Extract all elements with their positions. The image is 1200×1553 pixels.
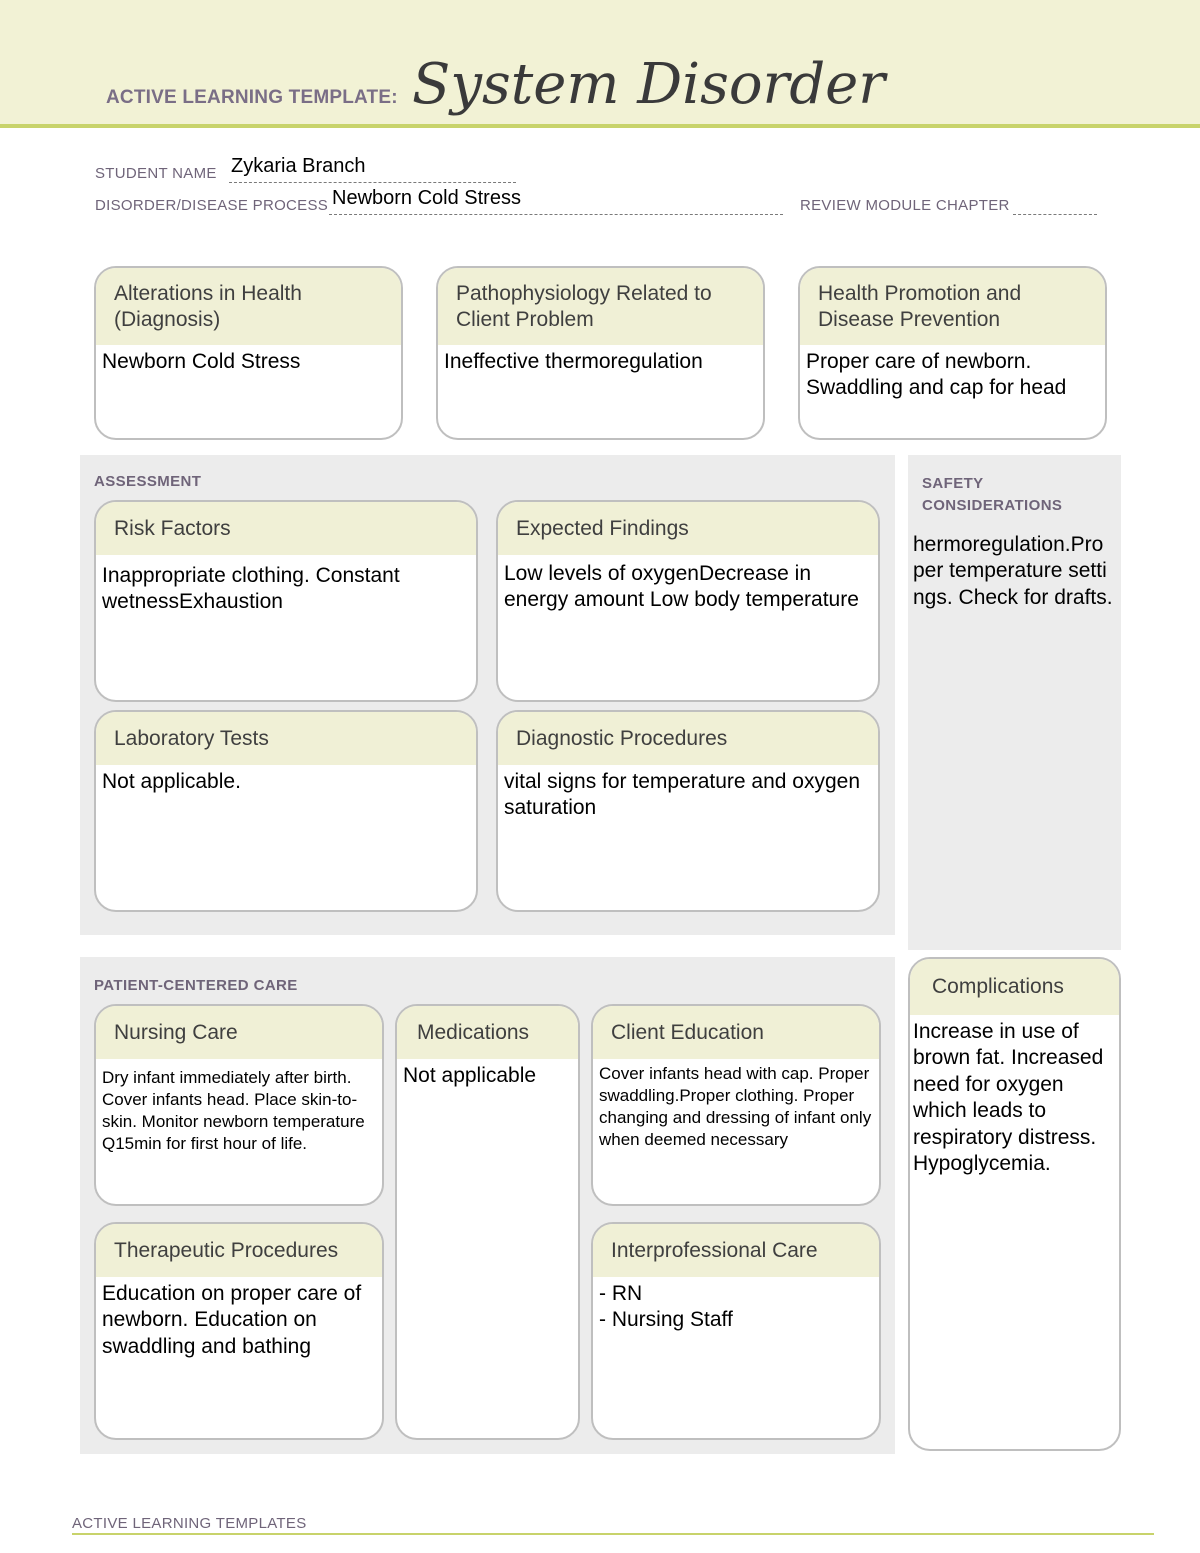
footer-rule — [72, 1533, 1154, 1535]
page-title: System Disorder — [412, 52, 886, 117]
laboratory-tests-title: Laboratory Tests — [96, 712, 476, 765]
client-education-card — [591, 1004, 881, 1206]
diagnostic-procedures-title: Diagnostic Procedures — [498, 712, 878, 765]
pathophysiology-card — [436, 266, 765, 440]
client-education-title: Client Education — [593, 1006, 879, 1059]
risk-factors-body[interactable]: Inappropriate clothing. Constant wetnessExhaustion — [102, 564, 400, 614]
diagnostic-procedures-card — [496, 710, 880, 912]
alterations-card — [94, 266, 403, 440]
therapeutic-procedures-title: Therapeutic Procedures — [96, 1224, 382, 1277]
interprofessional-care-title: Interprofessional Care — [593, 1224, 879, 1277]
patient-centered-care-title: PATIENT-CENTERED CARE — [94, 977, 298, 994]
health-promotion-card — [798, 266, 1107, 440]
safety-section — [908, 455, 1121, 950]
health-promotion-body[interactable]: Proper care of newborn. Swaddling and cap for head — [806, 350, 1067, 400]
nursing-care-body[interactable]: Dry infant immediately after birth. Cover infants head. Place skin-to-skin. Monitor newborn temperature Q15min for first hour of life. — [102, 1068, 365, 1154]
interprofessional-care-line: - Nursing Staff — [599, 1308, 733, 1332]
medications-card — [395, 1004, 580, 1440]
student-name-label: STUDENT NAME — [95, 165, 217, 182]
nursing-care-title: Nursing Care — [96, 1006, 382, 1059]
pathophysiology-title: Pathophysiology Related to Client Problem — [438, 268, 763, 345]
risk-factors-card — [94, 500, 478, 702]
expected-findings-body[interactable]: Low levels of oxygenDecrease in energy amount Low body temperature — [504, 562, 859, 612]
client-education-body[interactable]: Cover infants head with cap. Proper swaddling.Proper clothing. Proper changing and dressing of infant only when deemed necessary — [599, 1064, 872, 1150]
diagnostic-procedures-body[interactable]: vital signs for temperature and oxygen saturation — [504, 770, 861, 820]
review-module-field[interactable] — [1013, 214, 1097, 215]
disorder-label: DISORDER/DISEASE PROCESS — [95, 197, 329, 214]
complications-body[interactable]: Increase in use of brown fat. Increased need for oxygen which leads to respiratory distress. Hypoglycemia. — [913, 1020, 1104, 1176]
expected-findings-title: Expected Findings — [498, 502, 878, 555]
complications-title: Complications — [910, 959, 1119, 1015]
interprofessional-care-line: - RN — [599, 1282, 643, 1305]
template-label: ACTIVE LEARNING TEMPLATE: — [106, 87, 398, 108]
health-promotion-title: Health Promotion and Disease Prevention — [800, 268, 1105, 345]
laboratory-tests-body[interactable]: Not applicable. — [102, 770, 241, 793]
disorder-field[interactable]: Newborn Cold Stress — [332, 187, 521, 209]
therapeutic-procedures-body[interactable]: Education on proper care of newborn. Education on swaddling and bathing — [102, 1282, 362, 1358]
laboratory-tests-card — [94, 710, 478, 912]
footer-label: ACTIVE LEARNING TEMPLATES — [72, 1515, 307, 1532]
complications-card — [908, 957, 1121, 1451]
student-name-line — [229, 182, 516, 183]
nursing-care-card — [94, 1004, 384, 1206]
safety-title: SAFETY CONSIDERATIONS — [922, 475, 1063, 514]
expected-findings-card — [496, 500, 880, 702]
pathophysiology-body[interactable]: Ineffective thermoregulation — [444, 350, 703, 373]
student-name-field[interactable]: Zykaria Branch — [231, 155, 366, 177]
alterations-title: Alterations in Health (Diagnosis) — [96, 268, 401, 345]
assessment-title: ASSESSMENT — [94, 473, 202, 490]
disorder-line — [329, 214, 783, 215]
risk-factors-title: Risk Factors — [96, 502, 476, 555]
header-rule — [0, 124, 1200, 128]
medications-body[interactable]: Not applicable — [403, 1064, 537, 1087]
alterations-body[interactable]: Newborn Cold Stress — [102, 350, 301, 373]
medications-title: Medications — [397, 1006, 578, 1059]
interprofessional-care-body[interactable] — [593, 1277, 879, 1338]
review-module-label: REVIEW MODULE CHAPTER — [800, 197, 1010, 214]
safety-body[interactable]: hermoregulation.Proper temperature settings. Check for drafts. — [913, 533, 1113, 609]
therapeutic-procedures-card — [94, 1222, 384, 1440]
interprofessional-care-card — [591, 1222, 881, 1440]
